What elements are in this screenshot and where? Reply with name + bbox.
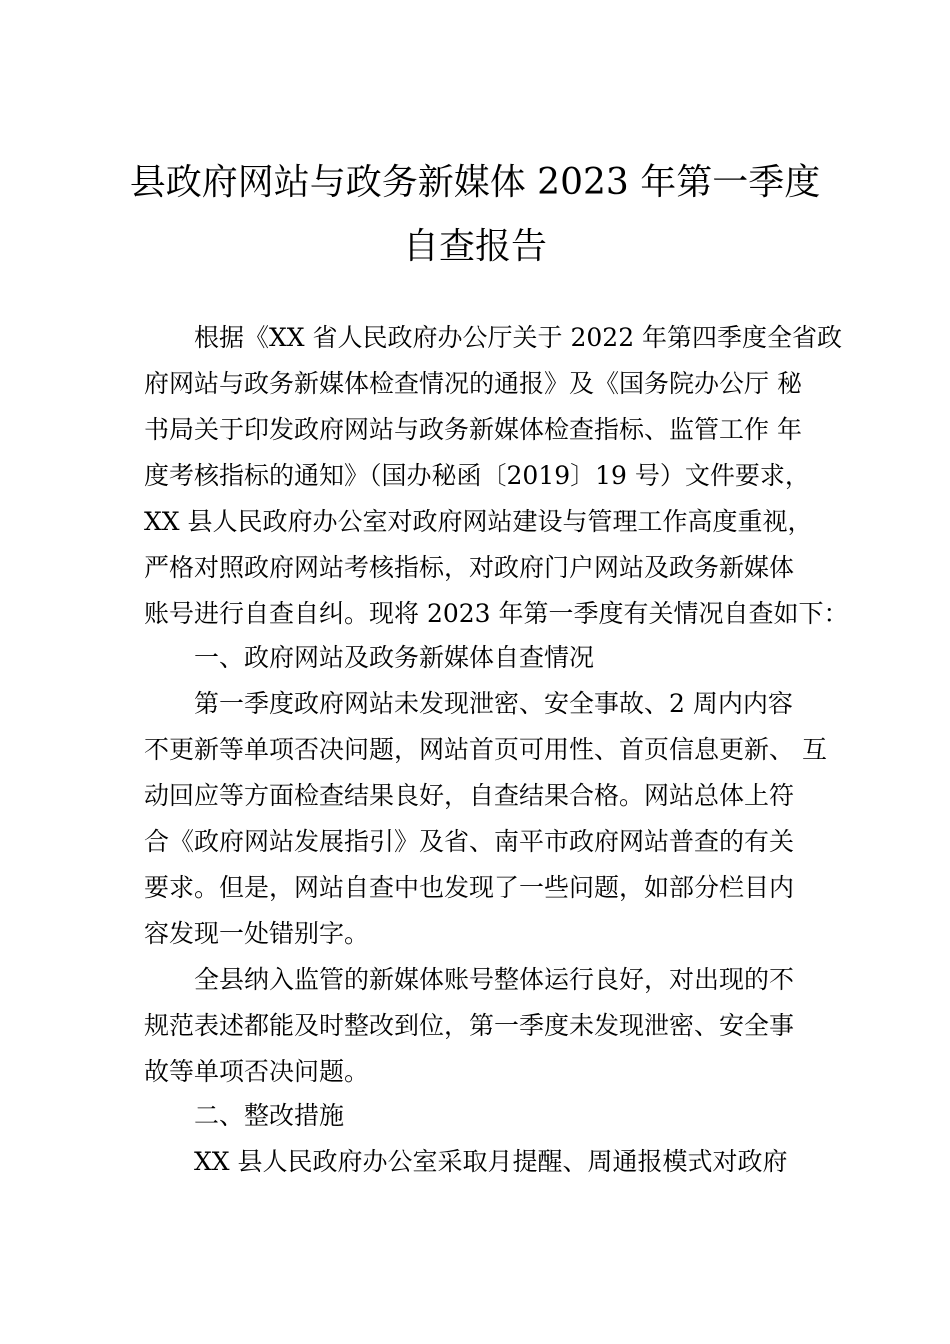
paragraph-4-line-1: XX 县人民政府办公室采取月提醒、周通报模式对政府	[194, 1147, 788, 1176]
paragraph-2-line-1: 第一季度政府网站未发现泄密、安全事故、2 周内内容	[194, 689, 793, 718]
paragraph-1-line-4: 度考核指标的通知》（国办秘函〔2019〕19 号）文件要求，	[144, 461, 810, 490]
paragraph-2-line-2: 不更新等单项否决问题，网站首页可用性、首页信息更新、 互	[144, 735, 827, 764]
section-heading-2: 二、整改措施	[194, 1101, 345, 1130]
paragraph-1-line-5: XX 县人民政府办公室对政府网站建设与管理工作高度重视，	[144, 507, 813, 536]
paragraph-2-line-5: 要求。但是，网站自查中也发现了一些问题，如部分栏目内	[144, 873, 795, 902]
paragraph-3-line-1: 全县纳入监管的新媒体账号整体运行良好，对出现的不	[194, 965, 795, 994]
paragraph-2-line-3: 动回应等方面检查结果良好，自查结果合格。网站总体上符	[144, 781, 795, 810]
document-title-line-2: 自查报告	[402, 226, 547, 267]
paragraph-1-line-1: 根据《XX 省人民政府办公厅关于 2022 年第四季度全省政	[194, 323, 843, 352]
paragraph-1-line-7: 账号进行自查自纠。现将 2023 年第一季度有关情况自查如下：	[144, 599, 849, 628]
paragraph-3-line-2: 规范表述都能及时整改到位，第一季度未发现泄密、安全事	[144, 1011, 795, 1040]
paragraph-2-line-4: 合《政府网站发展指引》及省、南平市政府网站普查的有关	[144, 827, 795, 856]
paragraph-1-line-6: 严格对照政府网站考核指标，对政府门户网站及政务新媒体	[144, 553, 795, 582]
paragraph-1-line-2: 府网站与政务新媒体检查情况的通报》及《国务院办公厅 秘	[144, 369, 802, 398]
paragraph-2-line-6: 容发现一处错别字。	[144, 919, 370, 948]
document-title-line-1: 县政府网站与政务新媒体 2023 年第一季度	[129, 162, 821, 203]
paragraph-3-line-3: 故等单项否决问题。	[144, 1057, 370, 1086]
paragraph-1-line-3: 书局关于印发政府网站与政务新媒体检查指标、监管工作 年	[144, 415, 802, 444]
section-heading-1: 一、政府网站及政务新媒体自查情况	[194, 643, 595, 672]
